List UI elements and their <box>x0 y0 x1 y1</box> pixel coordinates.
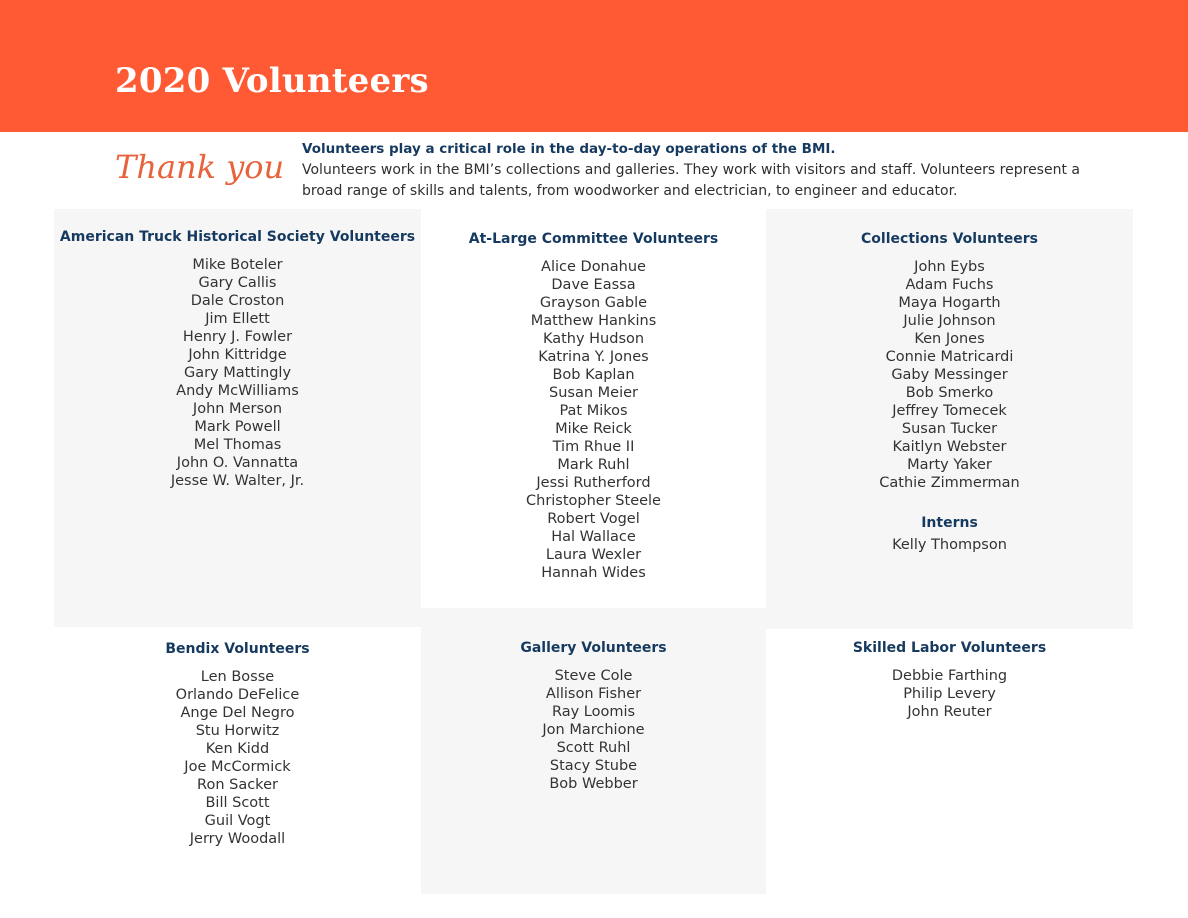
volunteer-name: Dale Croston <box>190 293 285 309</box>
page-title: 2020 Volunteers <box>115 61 429 101</box>
volunteer-name: Cathie Zimmerman <box>879 475 1020 491</box>
volunteer-name: Christopher Steele <box>526 493 661 509</box>
volunteer-name: Jim Ellett <box>205 311 270 327</box>
group-title: Bendix Volunteers <box>165 641 310 657</box>
name-list <box>766 536 1133 554</box>
group-at-large <box>421 209 766 629</box>
name-list <box>421 667 766 793</box>
group-skilled-labor <box>766 608 1133 894</box>
volunteer-name: Mark Powell <box>194 419 281 435</box>
volunteer-name: Gary Callis <box>198 275 277 291</box>
volunteer-name: Kelly Thompson <box>892 537 1007 553</box>
group-title: At-Large Committee Volunteers <box>468 231 719 247</box>
volunteer-name: Robert Vogel <box>547 511 640 527</box>
volunteer-name: Laura Wexler <box>545 547 642 563</box>
volunteer-name: Jerry Woodall <box>189 831 286 847</box>
volunteer-name: Ken Jones <box>914 331 985 347</box>
thank-you-heading: Thank you <box>115 148 285 186</box>
volunteer-name: John Merson <box>192 401 283 417</box>
volunteer-name: Bob Kaplan <box>552 367 635 383</box>
volunteer-name: Jessi Rutherford <box>536 475 651 491</box>
volunteer-name: Bob Smerko <box>905 385 994 401</box>
volunteer-name: Ron Sacker <box>197 777 278 793</box>
group-title: Skilled Labor Volunteers <box>852 640 1047 656</box>
group-gallery <box>421 608 766 894</box>
volunteer-name: Len Bosse <box>200 669 275 685</box>
group-bendix <box>54 608 421 895</box>
group-collections <box>766 209 1133 629</box>
volunteer-name: Julie Johnson <box>903 313 996 329</box>
volunteer-name: Gaby Messinger <box>891 367 1008 383</box>
header-banner <box>0 0 1188 132</box>
volunteer-name: Hal Wallace <box>551 529 636 545</box>
volunteer-name: John O. Vannatta <box>176 455 299 471</box>
volunteer-name: Ken Kidd <box>205 741 270 757</box>
volunteer-name: Orlando DeFelice <box>175 687 300 703</box>
volunteer-name: Maya Hogarth <box>898 295 1001 311</box>
volunteer-name: John Eybs <box>914 259 985 275</box>
volunteer-name: Bob Webber <box>549 776 638 792</box>
volunteer-name: Bill Scott <box>205 795 270 811</box>
intro-lead: Volunteers play a critical role in the day-to-day operations of the BMI. <box>302 141 836 157</box>
volunteer-name: Stacy Stube <box>549 758 638 774</box>
group-title: American Truck Historical Society Volunteers <box>59 229 416 245</box>
volunteer-name: Kathy Hudson <box>542 331 645 347</box>
volunteer-name: Matthew Hankins <box>530 313 657 329</box>
volunteer-name: Jon Marchione <box>542 722 645 738</box>
interns-title: Interns <box>921 515 978 531</box>
volunteer-name: Steve Cole <box>554 668 633 684</box>
volunteer-name: Debbie Farthing <box>891 668 1008 684</box>
volunteer-name: Grayson Gable <box>539 295 648 311</box>
group-american-truck <box>54 209 421 627</box>
interns-section <box>766 514 1133 554</box>
group-title: Gallery Volunteers <box>520 640 667 656</box>
intro-text <box>302 139 1122 202</box>
volunteer-name: Mel Thomas <box>193 437 282 453</box>
volunteer-name: Kaitlyn Webster <box>892 439 1007 455</box>
volunteer-name: Adam Fuchs <box>905 277 994 293</box>
volunteer-name: Tim Rhue II <box>552 439 635 455</box>
volunteer-name: Jeffrey Tomecek <box>892 403 1007 419</box>
volunteer-name: Ray Loomis <box>551 704 636 720</box>
group-title: Collections Volunteers <box>861 231 1038 247</box>
volunteer-name: Dave Eassa <box>551 277 636 293</box>
volunteer-name: Allison Fisher <box>545 686 642 702</box>
volunteer-name: Pat Mikos <box>559 403 628 419</box>
volunteer-name: Henry J. Fowler <box>182 329 293 345</box>
intro-body: Volunteers work in the BMI’s collections and galleries. They work with visitors and staff. Volunteers represent a broad range of skills and talents, from woodworker and electrician, to engineer and educator. <box>302 162 1080 199</box>
volunteer-name: John Reuter <box>907 704 992 720</box>
volunteer-name: Philip Levery <box>903 686 996 702</box>
volunteer-name: Marty Yaker <box>907 457 992 473</box>
volunteer-name: Katrina Y. Jones <box>538 349 649 365</box>
volunteer-name: Alice Donahue <box>541 259 646 275</box>
name-list <box>766 667 1133 721</box>
volunteer-name: Ange Del Negro <box>180 705 295 721</box>
volunteer-name: Susan Meier <box>549 385 638 401</box>
volunteer-name: Joe McCormick <box>184 759 291 775</box>
volunteer-name: John Kittridge <box>188 347 287 363</box>
volunteer-name: Mark Ruhl <box>557 457 630 473</box>
volunteer-name: Guil Vogt <box>204 813 271 829</box>
volunteer-name: Mike Boteler <box>192 257 283 273</box>
volunteer-name: Mike Reick <box>555 421 632 437</box>
volunteer-name: Scott Ruhl <box>556 740 631 756</box>
volunteer-name: Gary Mattingly <box>183 365 292 381</box>
name-list <box>54 256 421 490</box>
name-list <box>421 258 766 582</box>
volunteer-name: Jesse W. Walter, Jr. <box>170 473 305 489</box>
volunteer-name: Stu Horwitz <box>195 723 280 739</box>
volunteer-name: Susan Tucker <box>901 421 998 437</box>
volunteer-name: Andy McWilliams <box>176 383 299 399</box>
name-list <box>54 668 421 848</box>
volunteer-name: Connie Matricardi <box>885 349 1014 365</box>
name-list <box>766 258 1133 492</box>
volunteer-name: Hannah Wides <box>541 565 646 581</box>
